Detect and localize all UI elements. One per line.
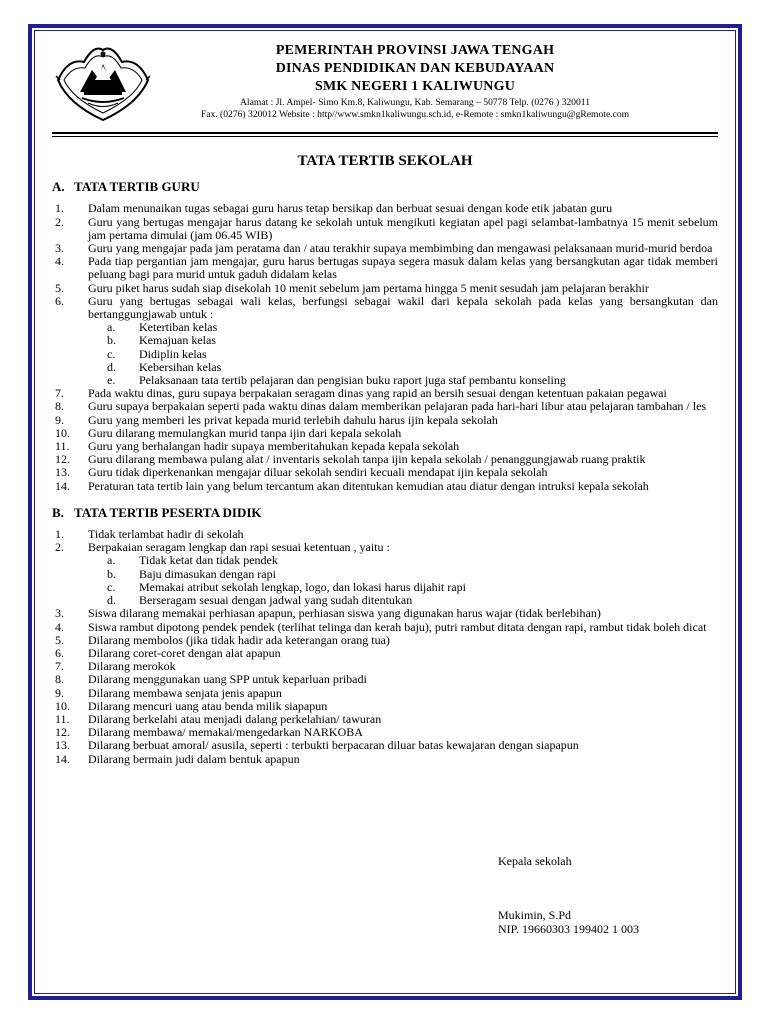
rule-text: Guru supaya berpakaian seperti pada waktu dinas dalam memberikan pelajaran pada hari-hari libur atau pelajaran tambahan / les <box>88 399 707 414</box>
rule-text: Pada tiap pergantian jam mengajar, guru harus bertugas supaya segera masuk dalam kelas yang bersangkutan agar tidak memberi peluang bagi para murid untuk gaduh didalam kelas <box>88 254 718 282</box>
letterhead-rule-thin <box>52 136 718 137</box>
rule-number: 2. <box>55 214 64 229</box>
sub-rule-letter: b. <box>107 333 116 348</box>
sub-rule-letter: d. <box>107 593 116 608</box>
rule-text: Guru yang berhalangan hadir supaya memberitahukan kepada kepala sekolah <box>88 439 460 454</box>
sub-rule-letter: c. <box>107 579 116 594</box>
rule-text: Guru dilarang membawa pulang alat / inventaris sekolah tanpa ijin kepala sekolah / penanggungjawab ruang praktik <box>88 452 646 467</box>
sub-rule-letter: e. <box>107 373 116 388</box>
rule-text: Guru tidak diperkenankan mengajar diluar sekolah sendiri kecuali mendapat ijin kepala sekolah <box>88 465 548 480</box>
rule-text: Berpakaian seragam lengkap dan rapi sesuai ketentuan , yaitu : <box>88 540 390 555</box>
rule-text: Dalam menunaikan tugas sebagai guru harus tetap bersikap dan berbuat sesuai dengan kode etik jabatan guru <box>88 201 613 216</box>
rule-number: 9. <box>55 685 64 700</box>
rule-number: 13. <box>55 465 70 480</box>
section-a-heading <box>52 180 718 193</box>
rule-text: Tidak terlambat hadir di sekolah <box>88 527 244 542</box>
rule-number: 8. <box>55 672 64 687</box>
rule-item <box>52 739 718 752</box>
rule-item <box>52 295 718 321</box>
letterhead-rule-thick <box>52 132 718 134</box>
rule-number: 6. <box>55 293 64 308</box>
rule-item <box>52 753 718 766</box>
rule-number: 6. <box>55 645 64 660</box>
rule-number: 11. <box>55 711 70 726</box>
rule-number: 14. <box>55 478 70 493</box>
signatory-name: Mukimin, S.Pd <box>498 908 572 922</box>
sub-rule-letter: b. <box>107 566 116 581</box>
letterhead-text <box>112 42 718 121</box>
rule-number: 1. <box>55 201 64 216</box>
rule-text: Siswa rambut dipotong pendek pendek (terlihat telinga dan kerah baju), putri rambut ditata dengan rapi, rambut tidak boleh dicat <box>88 619 707 634</box>
rule-number: 3. <box>55 241 64 256</box>
rule-item <box>52 700 718 713</box>
rule-text: Dilarang mencuri uang atau benda milik siapapun <box>88 698 328 713</box>
rule-text: Dilarang membawa/ memakai/mengedarkan NARKOBA <box>88 725 363 740</box>
rule-number: 4. <box>55 619 64 634</box>
rule-item <box>52 414 718 427</box>
sub-rule-text: Kemajuan kelas <box>139 333 216 348</box>
rule-text: Dilarang membolos (jika tidak hadir ada keterangan orang tua) <box>88 632 390 647</box>
rule-text: Dilarang menggunakan uang SPP untuk keparluan pribadi <box>88 672 367 687</box>
rule-text: Guru dilarang memulangkan murid tanpa ijin dari kepala sekolah <box>88 425 402 440</box>
sub-rule-item <box>52 568 718 581</box>
rule-text: Dilarang berkelahi atau menjadi dalang perkelahian/ tawuran <box>88 711 382 726</box>
rule-item <box>52 687 718 700</box>
sub-rule-letter: a. <box>107 320 116 335</box>
rule-number: 4. <box>55 254 64 269</box>
sub-rule-text: Tidak ketat dan tidak pendek <box>139 553 278 568</box>
rule-number: 5. <box>55 280 64 295</box>
rule-item <box>52 255 718 281</box>
rule-text: Guru piket harus sudah siap disekolah 10 menit sebelum jam pertama hingga 5 menit sesudah jam pelajaran berakhir <box>88 280 649 295</box>
rule-number: 10. <box>55 698 70 713</box>
rule-number: 9. <box>55 412 64 427</box>
signatory-role: Kepala sekolah <box>498 854 572 868</box>
rule-text: Dilarang merokok <box>88 659 176 674</box>
rule-item <box>52 634 718 647</box>
school-name: SMK NEGERI 1 KALIWUNGU <box>314 79 516 94</box>
rule-item <box>52 480 718 493</box>
rule-number: 7. <box>55 386 64 401</box>
rule-number: 3. <box>55 606 64 621</box>
rule-text: Guru yang bertugas sebagai wali kelas, berfungsi sebagai wakil dari kepala sekolah pada kelas yang bersangkutan dan bertanggungjawab untuk : <box>88 293 718 322</box>
rule-text: Dilarang berbuat amoral/ asusila, seperti : terbukti berpacaran diluar batas kewajaran dengan siapapun <box>88 738 579 753</box>
rule-item <box>52 621 718 634</box>
rule-text: Guru yang memberi les privat kepada murid terlebih dahulu harus ijin kepala sekolah <box>88 412 498 427</box>
section-title: TATA TERTIB PESERTA DIDIK <box>74 504 262 520</box>
rule-number: 11. <box>55 439 70 454</box>
sub-rule-text: Berseragam sesuai dengan jadwal yang sudah ditentukan <box>139 593 413 608</box>
student-rules-list <box>52 528 718 766</box>
rule-text: Dilarang bermain judi dalam bentuk apapun <box>88 751 300 766</box>
sub-rule-text: Didiplin kelas <box>139 346 207 361</box>
rule-text: Pada waktu dinas, guru supaya berpakaian seragam dinas yang rapid an bersih sesuai dengan ketentuan pakaian pegawai <box>88 386 667 401</box>
rule-text: Dilarang coret-coret dengan alat apapun <box>88 645 281 660</box>
government-name: PEMERINTAH PROVINSI JAWA TENGAH <box>275 43 555 58</box>
signatory-nip: NIP. 19660303 199402 1 003 <box>498 922 640 936</box>
rule-text: Guru yang bertugas mengajar harus datang ke sekolah untuk mengikuti kegiatan apel pagi selambat-lambatnya 15 menit sebelum jam pertama dimulai (jam 06.45 WIB) <box>88 214 718 242</box>
sub-rule-text: Ketertiban kelas <box>139 320 218 335</box>
document-body <box>52 40 718 766</box>
rule-number: 2. <box>55 540 64 555</box>
rule-item <box>52 282 718 295</box>
sub-rule-letter: c. <box>107 346 116 361</box>
rule-text: Guru yang mengajar pada jam peratama dan / atau terakhir supaya membimbing dan mengawasi pelaksanaan murid-murid berdoa <box>88 241 713 256</box>
rule-number: 10. <box>55 425 70 440</box>
sub-rule-letter: a. <box>107 553 116 568</box>
agency-name: DINAS PENDIDIKAN DAN KEBUDAYAAN <box>275 61 555 76</box>
sub-rule-item <box>52 334 718 347</box>
rule-text: Peraturan tata tertib lain yang belum tercantum akan ditentukan kemudian atau diatur dengan intruksi kepala sekolah <box>88 478 649 493</box>
school-address: Alamat : Jl. Ampel- Simo Km.8, Kaliwungu, Kab. Semarang – 50778 Telp. (0276 ) 320011 <box>240 97 590 108</box>
sub-rule-text: Pelaksanaan tata tertib pelajaran dan pengisian buku raport juga staf pembantu konseling <box>139 373 566 388</box>
rule-item <box>52 216 718 242</box>
rule-number: 8. <box>55 399 64 414</box>
sub-rule-item <box>52 554 718 567</box>
rule-text: Dilarang membawa senjata jenis apapun <box>88 685 282 700</box>
rule-number: 12. <box>55 452 70 467</box>
sub-rule-letter: d. <box>107 359 116 374</box>
sub-rule-text: Memakai atribut sekolah lengkap, logo, dan lokasi harus dijahit rapi <box>139 579 466 594</box>
sub-rule-text: Kebersihan kelas <box>139 359 222 374</box>
rule-item <box>52 607 718 620</box>
section-title: TATA TERTIB GURU <box>74 179 200 195</box>
school-contact: Fax. (0276) 320012 Website : http//www.smkn1kaliwungu.sch.id, e-Remote : smkn1kaliwungu@gRemote.com <box>200 109 630 120</box>
sub-rule-item <box>52 348 718 361</box>
rule-number: 14. <box>55 751 70 766</box>
rule-number: 1. <box>55 527 64 542</box>
rule-number: 5. <box>55 632 64 647</box>
rule-item <box>52 202 718 215</box>
rule-number: 12. <box>55 725 70 740</box>
rule-number: 7. <box>55 659 64 674</box>
rule-number: 13. <box>55 738 70 753</box>
rule-text: Siswa dilarang memakai perhiasan apapun, perhiasan siswa yang digunakan harus wajar (tidak berlebihan) <box>88 606 601 621</box>
rule-item <box>52 400 718 413</box>
section-letter: B. <box>52 504 64 520</box>
signature-block <box>498 854 639 936</box>
section-letter: A. <box>52 179 65 195</box>
rule-item <box>52 673 718 686</box>
section-b-heading <box>52 506 718 519</box>
teacher-rules-list <box>52 202 718 492</box>
rule-item <box>52 466 718 479</box>
letterhead <box>52 40 718 130</box>
document-title: TATA TERTIB SEKOLAH <box>297 153 473 169</box>
sub-rule-text: Baju dimasukan dengan rapi <box>139 566 276 581</box>
